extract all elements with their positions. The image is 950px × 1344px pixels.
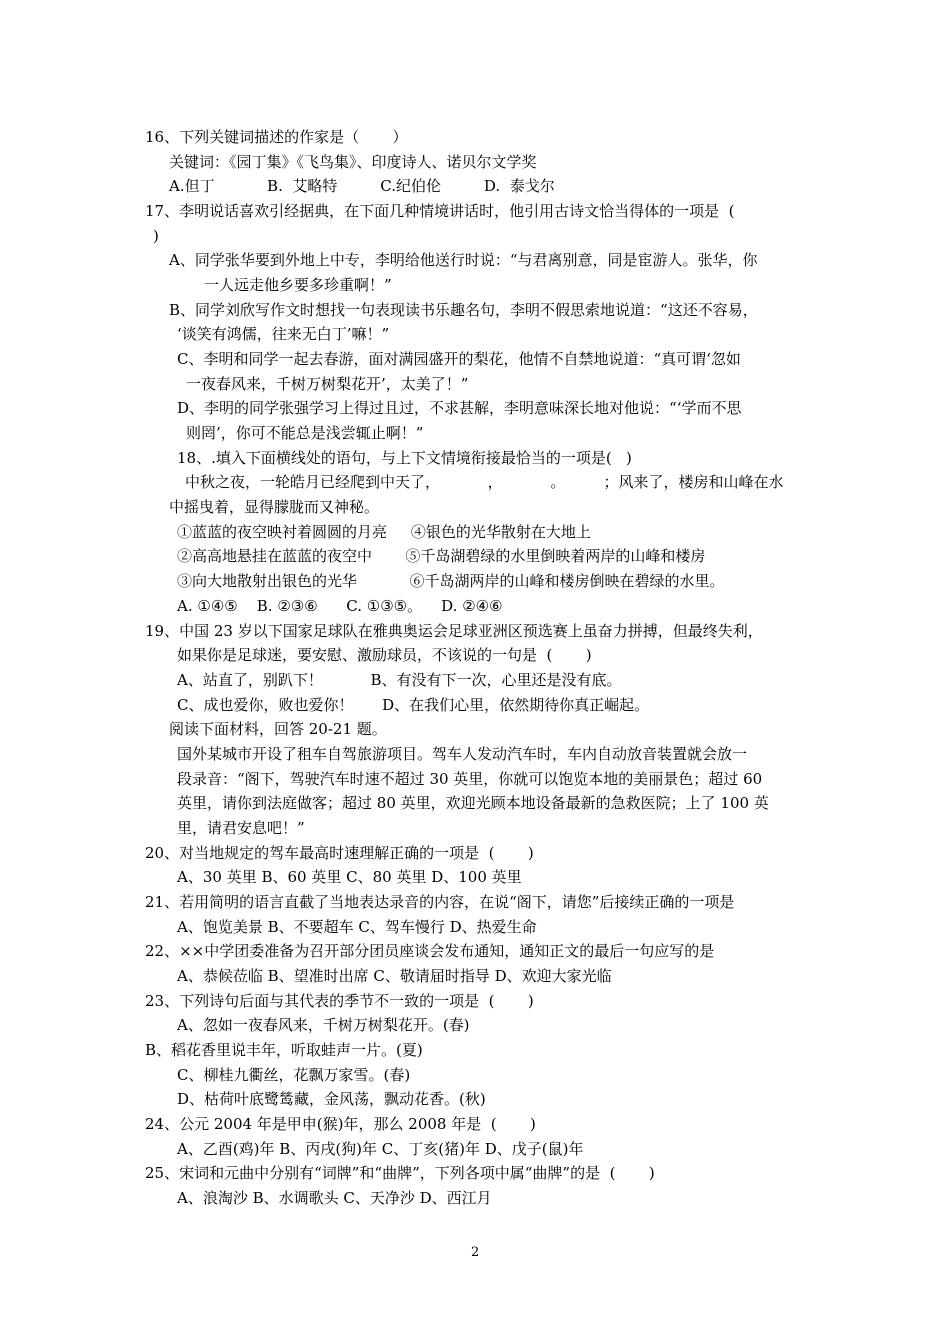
q23-stem: 23、下列诗句后面与其代表的季节不一致的一项是 ( ) (145, 992, 534, 1010)
q23-option-c: C、柳桂九衢丝，花飘万家雪。(春) (177, 1066, 411, 1084)
q16-stem: 16、下列关键词描述的作家是（ ） (145, 128, 408, 146)
q18-passage: 中秋之夜，一轮皓月已经爬到中天了， ， 。 ；风来了，楼房和山峰在水 (185, 473, 784, 491)
q23-option-b: B、稻花香里说丰年，听取蛙声一片。(夏) (145, 1041, 423, 1059)
q22-stem: 22、××中学团委准备为召开部分团员座谈会发布通知，通知正文的最后一句应写的是 (145, 942, 715, 960)
q20-options: A、30 英里 B、60 英里 C、80 英里 D、100 英里 (177, 868, 522, 886)
q25-stem: 25、宋词和元曲中分别有“词牌”和“曲牌”，下列各项中属“曲牌”的是 ( ) (145, 1164, 655, 1182)
q17-option-c: C、李明和同学一起去春游，面对满园盛开的梨花，他情不自禁地说道：“真可谓‘忽如 (177, 350, 741, 368)
q22-options: A、恭候莅临 B、望准时出席 C、敬请届时指导 D、欢迎大家光临 (177, 967, 612, 985)
reading-instruction: 阅读下面材料，回答 20-21 题。 (169, 720, 387, 738)
q17-option-a: A、同学张华要到外地上中专，李明给他送行时说：“与君离别意，同是宦游人。张华，你 (169, 251, 758, 269)
page-number: 2 (471, 1245, 480, 1260)
q18-options: A. ①④⑤ B. ②③⑥ C. ①③⑤。 D. ②④⑥ (177, 597, 503, 615)
q16-options: A.但丁 B. 艾略特 C.纪伯伦 D. 泰戈尔 (169, 177, 555, 195)
q19-stem: 19、中国 23 岁以下国家足球队在雅典奥运会足球亚洲区预选赛上虽奋力拼搏，但最终失利， (145, 622, 763, 640)
reading-passage-1: 国外某城市开设了租车自驾旅游项目。驾车人发动汽车时，车内自动放音装置就会放一 (177, 745, 748, 763)
q23-option-a: A、忽如一夜春风来，千树万树梨花开。(春) (177, 1016, 470, 1034)
q19-options-ab: A、站直了，别趴下！ B、有没有下一次，心里还是没有底。 (177, 671, 622, 689)
q17-option-d-cont: 则罔’，你可不能总是浅尝辄止啊！” (186, 424, 424, 442)
q18-passage-cont: 中摇曳着，显得朦胧而又神秘。 (169, 498, 380, 516)
q17-option-b-cont: ‘谈笑有鸿儒，往来无白丁’嘛！” (177, 325, 390, 343)
q21-options: A、饱览美景 B、不要超车 C、驾车慢行 D、热爱生命 (177, 918, 537, 936)
q24-stem: 24、公元 2004 年是甲申(猴)年，那么 2008 年是 ( ) (145, 1115, 536, 1133)
q21-stem: 21、若用简明的语言直截了当地表达录音的内容，在说“阁下，请您”后接续正确的一项是 (145, 893, 735, 911)
q17-option-d: D、李明的同学张强学习上得过且过，不求甚解，李明意味深长地对他说：“‘学而不思 (177, 399, 742, 417)
q19-stem-cont: 如果你是足球迷，要安慰、激励球员，不该说的一句是 ( ) (177, 646, 592, 664)
reading-passage-3: 英里，请你到法庭做客；超过 80 英里，欢迎光顾本地设备最新的急救医院；上了 100 英 (177, 794, 769, 812)
q25-options: A、浪淘沙 B、水调歌头 C、天净沙 D、西江月 (177, 1189, 492, 1207)
q17-option-c-cont: 一夜春风来，千树万树梨花开’，太美了！” (186, 375, 469, 393)
q17-option-a-cont: 一人远走他乡要多珍重啊！” (204, 276, 392, 294)
q17-stem-cont: ) (153, 227, 159, 245)
q16-keywords: 关键词：《园丁集》《飞鸟集》、印度诗人、诺贝尔文学奖 (169, 153, 537, 171)
q18-items-3: ③向大地散射出银色的光华 ⑥千岛湖两岸的山峰和楼房倒映在碧绿的水里。 (177, 572, 725, 590)
reading-passage-2: 段录音：“阁下，驾驶汽车时速不超过 30 英里，你就可以饱览本地的美丽景色；超过 60 (177, 770, 763, 788)
q17-stem: 17、李明说话喜欢引经据典，在下面几种情境讲话时，他引用古诗文恰当得体的一项是 ( (145, 202, 735, 220)
q18-items-1: ①蓝蓝的夜空映衬着圆圆的月亮 ④银色的光华散射在大地上 (177, 523, 591, 541)
q18-stem: 18、.填入下面横线处的语句，与上下文情境衔接最恰当的一项是( ) (177, 449, 632, 467)
q17-option-b: B、同学刘欣写作文时想找一句表现读书乐趣名句，李明不假思索地说道：“这还不容易， (169, 301, 758, 319)
q24-options: A、乙酉(鸡)年 B、丙戌(狗)年 C、丁亥(猪)年 D、戊子(鼠)年 (177, 1140, 584, 1158)
q20-stem: 20、对当地规定的驾车最高时速理解正确的一项是 ( ) (145, 844, 534, 862)
q18-items-2: ②高高地悬挂在蓝蓝的夜空中 ⑤千岛湖碧绿的水里倒映着两岸的山峰和楼房 (177, 547, 706, 565)
q23-option-d: D、枯荷叶底鹭鸶藏，金风荡，飘动花香。(秋) (177, 1090, 486, 1108)
reading-passage-4: 里，请君安息吧！” (177, 819, 305, 837)
q19-options-cd: C、成也爱你，败也爱你！ D、在我们心里，依然期待你真正崛起。 (177, 696, 650, 714)
